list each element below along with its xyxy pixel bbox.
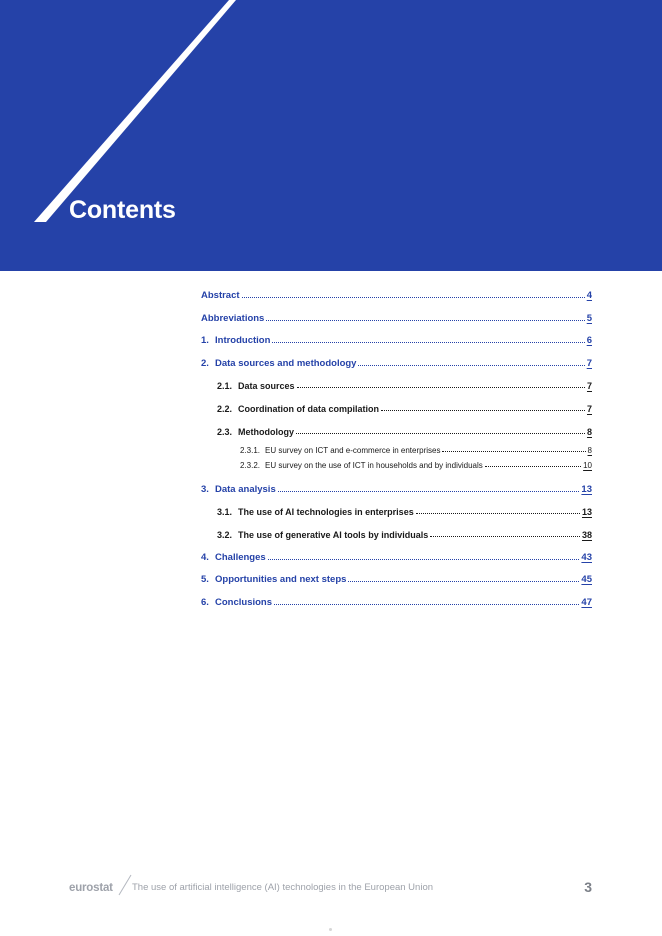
- toc-entry-abbreviations[interactable]: [201, 313, 592, 324]
- toc-entry-page: 7: [586, 404, 592, 414]
- toc-entry-abstract[interactable]: [201, 290, 592, 301]
- page-number: 3: [584, 879, 592, 895]
- toc-entry-label: Opportunities and next steps: [215, 574, 347, 585]
- dot-leader: [242, 297, 585, 298]
- toc-entry-page: 8: [587, 446, 592, 455]
- footer-slash-icon: [118, 874, 132, 896]
- toc-entry-number: 6.: [201, 597, 209, 608]
- toc-entry-number: 2.2.: [217, 404, 233, 414]
- toc-entry-coordination-of-data-compilation[interactable]: [201, 404, 592, 414]
- toc-entry-label: Conclusions: [215, 597, 273, 608]
- toc-entry-number: 3.1.: [217, 507, 233, 517]
- toc-entry-label: Data sources and methodology: [215, 358, 357, 369]
- dot-leader: [266, 320, 584, 321]
- toc-entry-label: EU survey on ICT and e-commerce in enterprises: [265, 446, 441, 455]
- header-band: [0, 0, 662, 271]
- toc-entry-page: 6: [586, 335, 592, 346]
- toc-entry-label: Abbreviations: [201, 313, 265, 324]
- page-footer: [69, 874, 592, 898]
- toc-entry-label: Coordination of data compilation: [238, 404, 379, 414]
- page-title: Contents: [69, 196, 176, 224]
- dot-leader: [348, 581, 579, 582]
- toc-entry-methodology[interactable]: [201, 427, 592, 437]
- dot-leader: [296, 433, 585, 434]
- toc-entry-label: Data analysis: [215, 484, 276, 495]
- toc-entry-number: 3.2.: [217, 530, 233, 540]
- toc-entry-number: 5.: [201, 574, 209, 585]
- toc-entry-data-sources[interactable]: [201, 381, 592, 391]
- dot-leader: [485, 466, 581, 467]
- dot-leader: [268, 559, 580, 560]
- dot-leader: [381, 410, 585, 411]
- dot-leader: [430, 536, 580, 537]
- toc-entry-page: 10: [583, 461, 592, 470]
- toc-entry-page: 5: [586, 313, 592, 324]
- dot-leader: [358, 365, 584, 366]
- toc-entry-label: Data sources: [238, 381, 295, 391]
- toc-entry-label: The use of AI technologies in enterprises: [238, 507, 414, 517]
- toc-entry-number: 2.3.1.: [240, 446, 261, 455]
- dot-leader: [274, 604, 579, 605]
- eurostat-logo: eurostat: [69, 882, 113, 894]
- toc-entry-eu-survey-enterprises[interactable]: [201, 446, 592, 455]
- toc-entry-page: 38: [581, 530, 592, 540]
- toc-entry-number: 2.1.: [217, 381, 233, 391]
- toc-entry-label: The use of generative AI tools by individuals: [238, 530, 429, 540]
- toc-entry-page: 13: [581, 507, 592, 517]
- toc-entry-page: 47: [581, 597, 592, 608]
- toc-entry-number: 2.3.2.: [240, 461, 261, 470]
- dot-leader: [297, 387, 585, 388]
- toc-entry-challenges[interactable]: [201, 552, 592, 563]
- dot-leader: [442, 451, 585, 452]
- toc-entry-label: Methodology: [238, 427, 294, 437]
- toc-entry-number: 2.3.: [217, 427, 233, 437]
- toc-entry-page: 45: [581, 574, 592, 585]
- toc-entry-opportunities-and-next-steps[interactable]: [201, 574, 592, 585]
- toc-entry-label: Introduction: [215, 335, 271, 346]
- dot-leader: [416, 513, 580, 514]
- toc-entry-number: 4.: [201, 552, 209, 563]
- toc-entry-generative-ai-individuals[interactable]: [201, 530, 592, 540]
- toc-entry-page: 8: [586, 427, 592, 437]
- toc-entry-eu-survey-households[interactable]: [201, 461, 592, 470]
- toc-entry-label: Abstract: [201, 290, 240, 301]
- toc-entry-number: 3.: [201, 484, 209, 495]
- diagonal-slash-graphic: [0, 0, 662, 271]
- toc-entry-page: 7: [586, 358, 592, 369]
- dot-leader: [272, 342, 584, 343]
- toc-entry-page: 43: [581, 552, 592, 563]
- toc-entry-number: 2.: [201, 358, 209, 369]
- toc-entry-data-analysis[interactable]: [201, 484, 592, 495]
- dot-leader: [278, 491, 580, 492]
- toc-entry-data-sources-and-methodology[interactable]: [201, 358, 592, 369]
- toc-entry-label: EU survey on the use of ICT in households and by individuals: [265, 461, 483, 470]
- toc-entry-conclusions[interactable]: [201, 597, 592, 608]
- toc-entry-number: 1.: [201, 335, 209, 346]
- bottom-dot-mark: [329, 928, 332, 931]
- footer-publication-title: The use of artificial intelligence (AI) technologies in the European Union: [132, 882, 434, 893]
- toc-entry-page: 7: [586, 381, 592, 391]
- toc-entry-ai-in-enterprises[interactable]: [201, 507, 592, 517]
- toc-entry-page: 4: [586, 290, 592, 301]
- toc-entry-label: Challenges: [215, 552, 266, 563]
- toc-entry-introduction[interactable]: [201, 335, 592, 346]
- toc-entry-page: 13: [581, 484, 592, 495]
